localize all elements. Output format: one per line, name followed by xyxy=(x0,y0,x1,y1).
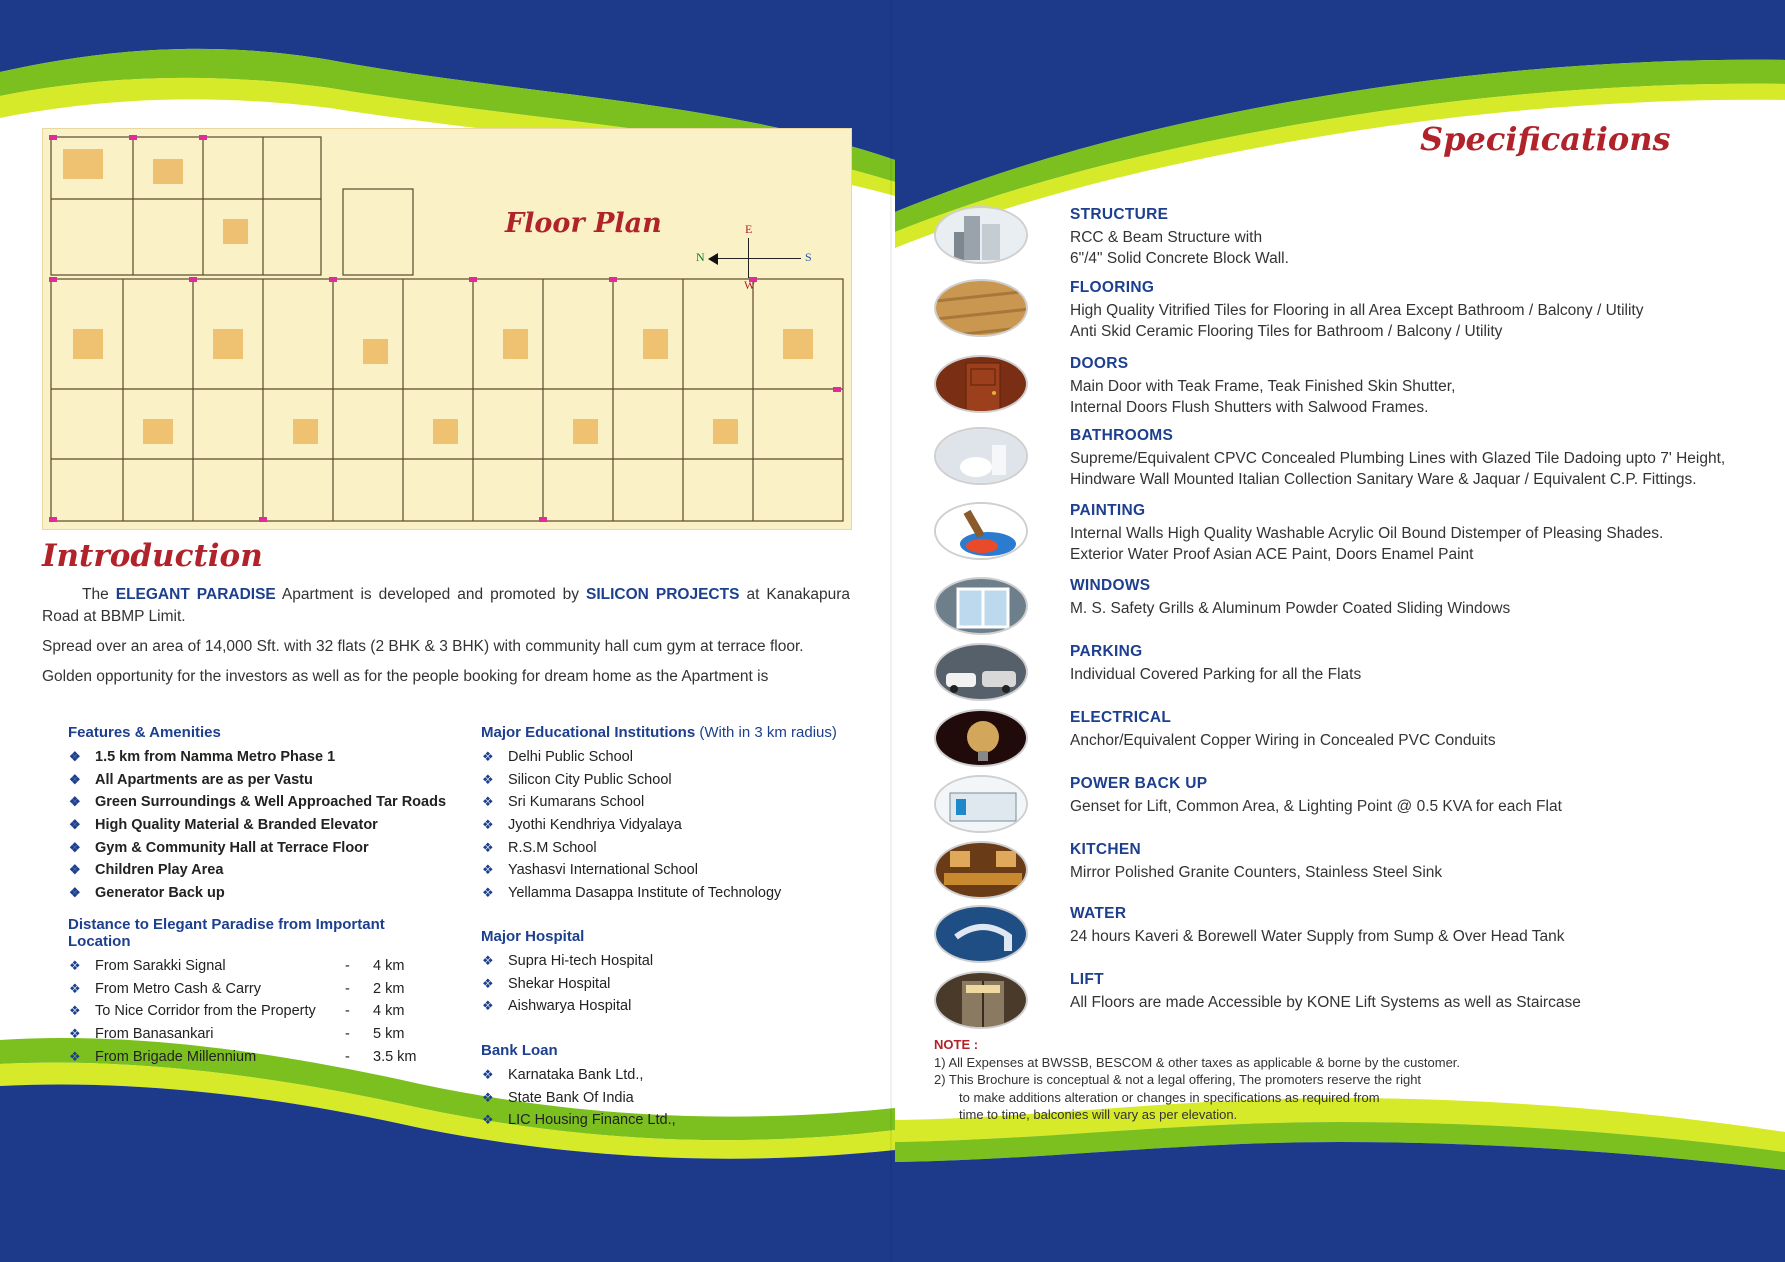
feature-item: ❖ 1.5 km from Namma Metro Phase 1 xyxy=(68,746,446,769)
intro-paragraph-3: Golden opportunity for the investors as well as for the people booking for dream home as the Apartment is xyxy=(42,668,769,685)
education-title: Major Educational Institutions (With in 3 km radius) xyxy=(481,724,837,741)
spec-description xyxy=(1070,731,1496,752)
hospital-title: Major Hospital xyxy=(481,928,585,945)
note-line-1: 1) All Expenses at BWSSB, BESCOM & other taxes as applicable & borne by the customer. xyxy=(934,1054,1461,1070)
bank-section xyxy=(481,1042,676,1132)
spec-line: Anti Skid Ceramic Flooring Tiles for Bathroom / Balcony / Utility xyxy=(1070,322,1503,340)
spec-line: 6"/4" Solid Concrete Block Wall. xyxy=(1070,249,1289,267)
hospital-section xyxy=(481,928,653,1018)
spec-description xyxy=(1070,797,1562,818)
introduction-text xyxy=(42,584,850,696)
distance-row xyxy=(68,1000,448,1023)
distance-row xyxy=(68,1046,448,1069)
spec-description xyxy=(1070,449,1725,490)
education-list xyxy=(481,746,837,905)
school-item: ❖ Sri Kumarans School xyxy=(481,791,837,814)
spec-line: All Floors are made Accessible by KONE Lift Systems as well as Staircase xyxy=(1070,994,1581,1011)
project-name: ELEGANT PARADISE xyxy=(115,586,276,603)
spec-description xyxy=(1070,863,1442,884)
spec-heading: LIFT xyxy=(1070,971,1104,988)
window-icon xyxy=(934,577,1028,635)
distance-title: Distance to Elegant Paradise from Important Location xyxy=(68,916,385,950)
distance-separator: - xyxy=(345,1003,350,1020)
education-subtitle: (With in 3 km radius) xyxy=(695,724,837,741)
intro-paragraph-1: The ELEGANT PARADISE Apartment is developed and promoted by SILICON PROJECTS at Kanakapura Road at BBMP Limit. xyxy=(42,586,850,625)
spec-heading: PARKING xyxy=(1070,643,1143,660)
specifications-title: Specifications xyxy=(1420,120,1671,158)
school-item: ❖ Yellamma Dasappa Institute of Technology xyxy=(481,882,837,905)
features-section xyxy=(68,724,446,905)
introduction-heading: Introduction xyxy=(42,538,263,574)
feature-item: ❖ High Quality Material & Branded Elevator xyxy=(68,814,446,837)
feature-item: ❖ Gym & Community Hall at Terrace Floor xyxy=(68,837,446,860)
compass-rose xyxy=(690,222,820,292)
spec-line: Hindware Wall Mounted Italian Collection Sanitary Ware & Jaquar / Equivalent C.P. Fittings. xyxy=(1070,470,1697,488)
spec-description xyxy=(1070,377,1455,418)
school-item: ❖ Silicon City Public School xyxy=(481,769,837,792)
bank-item: ❖ Karnataka Bank Ltd., xyxy=(481,1064,676,1087)
note-line-4: time to time, balconies will vary as per elevation. xyxy=(959,1107,1238,1122)
generator-icon xyxy=(934,775,1028,833)
spec-heading: ELECTRICAL xyxy=(1070,709,1172,726)
spec-description xyxy=(1070,927,1565,948)
distance-list xyxy=(68,955,448,1068)
kitchen-icon xyxy=(934,841,1028,899)
distance-separator: - xyxy=(345,1048,350,1065)
feature-item: ❖ Generator Back up xyxy=(68,882,446,905)
distance-value: 2 km xyxy=(373,980,405,997)
floor-plan-title: Floor Plan xyxy=(505,208,662,239)
feature-item: ❖ Green Surroundings & Well Approached Tar Roads xyxy=(68,791,446,814)
spec-line: Exterior Water Proof Asian ACE Paint, Doors Enamel Paint xyxy=(1070,545,1474,563)
elevator-icon xyxy=(934,971,1028,1029)
paint-brush-icon xyxy=(934,502,1028,560)
spec-line: 24 hours Kaveri & Borewell Water Supply from Sump & Over Head Tank xyxy=(1070,928,1565,945)
spec-line: Internal Doors Flush Shutters with Salwood Frames. xyxy=(1070,398,1429,416)
distance-separator: - xyxy=(345,958,350,974)
hospital-item: ❖ Aishwarya Hospital xyxy=(481,995,653,1018)
distance-place: From Metro Cash & Carry xyxy=(95,980,261,997)
spec-line: Genset for Lift, Common Area, & Lighting Point @ 0.5 KVA for each Flat xyxy=(1070,798,1562,815)
distance-row xyxy=(68,1023,448,1046)
compass-west: W xyxy=(744,278,756,292)
spec-heading: POWER BACK UP xyxy=(1070,775,1208,792)
floor-plan-drawing xyxy=(42,128,852,530)
building-icon xyxy=(934,206,1028,264)
spec-description xyxy=(1070,993,1581,1014)
wood-floor-icon xyxy=(934,279,1028,337)
intro-paragraph-2: Spread over an area of 14,000 Sft. with 32 flats (2 BHK & 3 BHK) with community hall cum gym at terrace floor. xyxy=(42,638,804,655)
door-icon xyxy=(934,355,1028,413)
school-item: ❖ Delhi Public School xyxy=(481,746,837,769)
compass-east: E xyxy=(745,222,753,236)
features-title: Features & Amenities xyxy=(68,724,221,741)
bank-title: Bank Loan xyxy=(481,1042,558,1059)
north-arrow-icon xyxy=(708,253,718,265)
spec-line: Individual Covered Parking for all the Flats xyxy=(1070,666,1362,683)
spec-description xyxy=(1070,599,1510,620)
bank-item: ❖ LIC Housing Finance Ltd., xyxy=(481,1109,676,1132)
spec-line: Main Door with Teak Frame, Teak Finished Skin Shutter, xyxy=(1070,378,1456,395)
distance-place: From Brigade Millennium xyxy=(95,1048,257,1065)
note-line-2: 2) This Brochure is conceptual & not a legal offering, The promoters reserve the right xyxy=(934,1072,1422,1087)
spec-description xyxy=(1070,665,1361,686)
hospital-item: ❖ Supra Hi-tech Hospital xyxy=(481,950,653,973)
note-section xyxy=(934,1036,1460,1124)
compass-north: N xyxy=(696,250,705,264)
distance-separator: - xyxy=(345,1026,350,1043)
page-fold xyxy=(890,0,892,1262)
bank-list xyxy=(481,1064,676,1132)
distance-row xyxy=(68,955,448,978)
distance-separator: - xyxy=(345,980,350,997)
spec-heading: FLOORING xyxy=(1070,279,1155,296)
school-item: ❖ Yashasvi International School xyxy=(481,859,837,882)
spec-description xyxy=(1070,524,1663,565)
spec-heading: PAINTING xyxy=(1070,502,1146,519)
spec-line: RCC & Beam Structure with xyxy=(1070,229,1263,246)
light-bulb-icon xyxy=(934,709,1028,767)
bathroom-icon xyxy=(934,427,1028,485)
spec-line: Mirror Polished Granite Counters, Stainless Steel Sink xyxy=(1070,864,1443,881)
spec-line: M. S. Safety Grills & Aluminum Powder Coated Sliding Windows xyxy=(1070,600,1511,617)
distance-value: 4 km xyxy=(373,1003,405,1020)
education-section xyxy=(481,724,837,905)
distance-place: From Banasankari xyxy=(95,1026,214,1043)
note-title: NOTE : xyxy=(934,1037,979,1052)
car-icon xyxy=(934,643,1028,701)
distance-value: 5 km xyxy=(373,1026,405,1043)
distance-section xyxy=(68,916,448,1068)
note-line-3: to make additions alteration or changes in specifications as required from xyxy=(959,1089,1380,1105)
feature-item: ❖ Children Play Area xyxy=(68,859,446,882)
spec-description xyxy=(1070,228,1289,269)
hospital-list xyxy=(481,950,653,1018)
spec-heading: BATHROOMS xyxy=(1070,427,1174,444)
faucet-icon xyxy=(934,905,1028,963)
spec-heading: DOORS xyxy=(1070,355,1129,372)
distance-value: 4 km xyxy=(373,958,405,974)
bank-item: ❖ State Bank Of India xyxy=(481,1087,676,1110)
spec-heading: KITCHEN xyxy=(1070,841,1141,858)
distance-row xyxy=(68,978,448,1001)
spec-line: High Quality Vitrified Tiles for Flooring in all Area Except Bathroom / Balcony / Utility xyxy=(1070,302,1644,319)
distance-place: From Sarakki Signal xyxy=(95,958,226,974)
feature-item: ❖ All Apartments are as per Vastu xyxy=(68,769,446,792)
spec-line: Anchor/Equivalent Copper Wiring in Concealed PVC Conduits xyxy=(1070,732,1496,749)
hospital-item: ❖ Shekar Hospital xyxy=(481,973,653,996)
distance-place: To Nice Corridor from the Property xyxy=(95,1003,316,1020)
developer-name: SILICON PROJECTS xyxy=(586,586,740,603)
school-item: ❖ R.S.M School xyxy=(481,837,837,860)
spec-heading: WATER xyxy=(1070,905,1127,922)
spec-line: Internal Walls High Quality Washable Acrylic Oil Bound Distemper of Pleasing Shades. xyxy=(1070,525,1664,542)
spec-line: Supreme/Equivalent CPVC Concealed Plumbing Lines with Glazed Tile Dadoing upto 7' Height, xyxy=(1070,450,1726,467)
spec-heading: STRUCTURE xyxy=(1070,206,1169,223)
school-item: ❖ Jyothi Kendhriya Vidyalaya xyxy=(481,814,837,837)
spec-heading: WINDOWS xyxy=(1070,577,1151,594)
spec-description xyxy=(1070,301,1643,342)
features-list xyxy=(68,746,446,905)
compass-south: S xyxy=(805,250,812,264)
distance-value: 3.5 km xyxy=(373,1048,417,1065)
